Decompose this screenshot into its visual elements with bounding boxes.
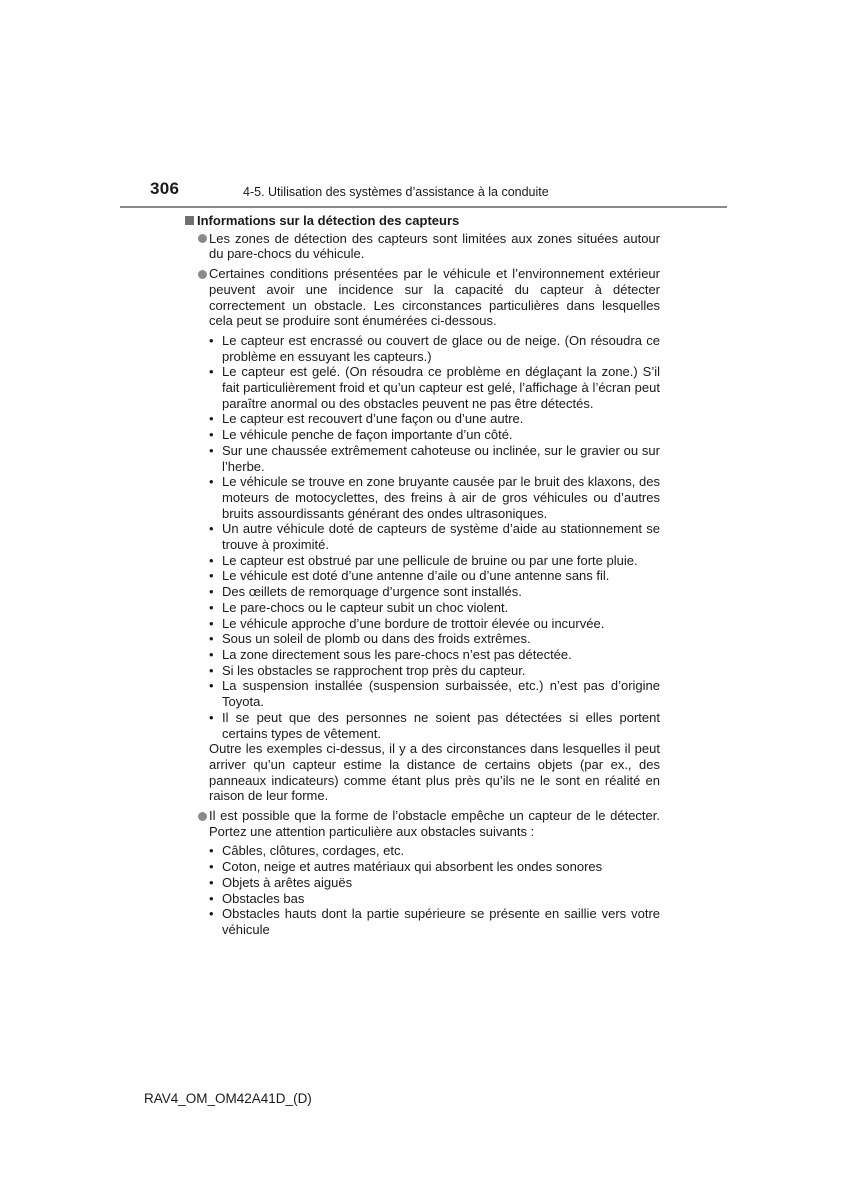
main-content bbox=[185, 213, 660, 938]
list-item: • Le pare-chocs ou le capteur subit un choc violent. bbox=[222, 600, 660, 616]
list-item: • Sous un soleil de plomb ou dans des froids extrêmes. bbox=[222, 631, 660, 647]
obstacles-list bbox=[185, 843, 660, 937]
paragraph-detection-zones bbox=[185, 231, 660, 262]
paragraph-obstacle-shape bbox=[185, 808, 660, 839]
list-item: • Le véhicule est doté d’une antenne d’aile ou d’une antenne sans fil. bbox=[222, 568, 660, 584]
list-item: • Objets à arêtes aiguës bbox=[222, 875, 660, 891]
circle-bullet-icon bbox=[198, 812, 207, 821]
paragraph-text: Les zones de détection des capteurs sont limitées aux zones situées autour du pare-chocs du véhicule. bbox=[209, 230, 660, 262]
list-item: • Le véhicule approche d’une bordure de trottoir élevée ou incurvée. bbox=[222, 616, 660, 632]
list-item: • Si les obstacles se rapprochent trop près du capteur. bbox=[222, 663, 660, 679]
list-item: • La zone directement sous les pare-chocs n’est pas détectée. bbox=[222, 647, 660, 663]
paragraph-other-examples: Outre les exemples ci-dessus, il y a des circonstances dans lesquelles il peut arriver qu’un capteur estime la distance de certains objets (par ex., des panneaux indicateurs) comme étant plus près qu’ils ne le sont en réalité en raison de leur forme. bbox=[209, 741, 660, 804]
list-item: • Sur une chaussée extrêmement cahoteuse ou inclinée, sur le gravier ou sur l’herbe. bbox=[222, 443, 660, 474]
header-rule bbox=[120, 206, 727, 208]
section-title: 4-5. Utilisation des systèmes d’assistance à la conduite bbox=[243, 185, 549, 199]
paragraph-text: Il est possible que la forme de l’obstacle empêche un capteur de le détecter. Portez une attention particulière aux obstacles suivants : bbox=[209, 808, 660, 839]
list-item: • Obstacles hauts dont la partie supérieure se présente en saillie vers votre véhicule bbox=[222, 906, 660, 937]
circle-bullet-icon bbox=[198, 234, 207, 243]
section-heading-text: Informations sur la détection des capteurs bbox=[197, 213, 460, 228]
list-item: • Câbles, clôtures, cordages, etc. bbox=[222, 843, 660, 859]
list-item: • Il se peut que des personnes ne soient pas détectées si elles portent certains types de vêtement. bbox=[222, 710, 660, 741]
page-header bbox=[120, 179, 727, 209]
list-item: • Obstacles bas bbox=[222, 891, 660, 907]
list-item: • Des œillets de remorquage d’urgence sont installés. bbox=[222, 584, 660, 600]
page-number: 306 bbox=[150, 179, 180, 198]
list-item: • Le véhicule penche de façon importante d’un côté. bbox=[222, 427, 660, 443]
list-item: • Le capteur est obstrué par une pellicule de bruine ou par une forte pluie. bbox=[222, 553, 660, 569]
list-item: • Le capteur est recouvert d’une façon ou d’une autre. bbox=[222, 411, 660, 427]
list-item: • Le capteur est gelé. (On résoudra ce problème en déglaçant la zone.) S’il fait particulièrement froid et qu’un capteur est gelé, l’affichage à l’écran peut paraître anormal ou des obstacles peuvent ne pas être détectés. bbox=[222, 364, 660, 411]
list-item: • Le capteur est encrassé ou couvert de glace ou de neige. (On résoudra ce problème en essuyant les capteurs.) bbox=[222, 333, 660, 364]
list-item: • Coton, neige et autres matériaux qui absorbent les ondes sonores bbox=[222, 859, 660, 875]
list-item: • Le véhicule se trouve en zone bruyante causée par le bruit des klaxons, des moteurs de motocyclettes, des freins à air de gros véhicules ou d’autres bruits assourdissants générant des ondes ultrasoniques. bbox=[222, 474, 660, 521]
section-heading bbox=[185, 213, 660, 229]
list-item: • Un autre véhicule doté de capteurs de système d’aide au stationnement se trouve à proximité. bbox=[222, 521, 660, 552]
document-code: RAV4_OM_OM42A41D_(D) bbox=[144, 1091, 312, 1106]
conditions-list bbox=[185, 333, 660, 741]
paragraph-conditions bbox=[185, 266, 660, 329]
square-bullet-icon bbox=[185, 216, 194, 225]
circle-bullet-icon bbox=[198, 270, 207, 279]
paragraph-text: Certaines conditions présentées par le véhicule et l’environnement extérieur peuvent avoir une incidence sur la capacité du capteur à détecter correctement un obstacle. Les circonstances particulières dans lesquelles cela peut se produire sont énumérées ci-dessous. bbox=[209, 266, 660, 329]
list-item: • La suspension installée (suspension surbaissée, etc.) n’est pas d’origine Toyota. bbox=[222, 678, 660, 709]
